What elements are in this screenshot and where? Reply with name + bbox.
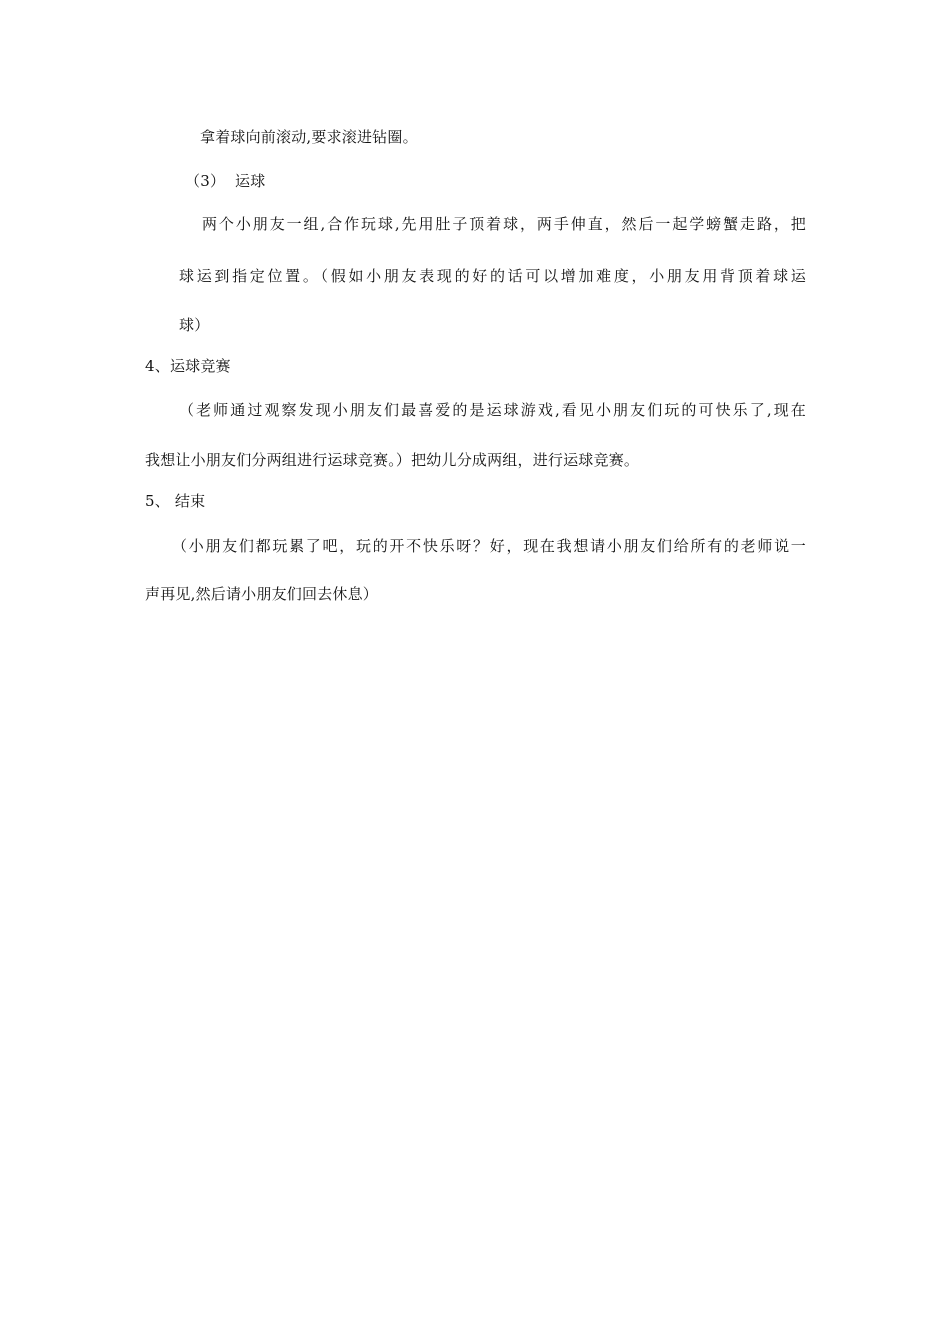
paragraph-line: 我想让小朋友们分两组进行运球竞赛。）把幼儿分成两组，进行运球竞赛。 (145, 451, 640, 469)
section-heading: 4、运球竞赛 (145, 357, 231, 375)
paragraph-line: 球） (179, 316, 210, 334)
paragraph-line: 拿着球向前滚动,要求滚进钻圈。 (200, 128, 418, 146)
paragraph-line: （老师通过观察发现小朋友们最喜爱的是运球游戏,看见小朋友们玩的可快乐了,现在 (179, 401, 806, 419)
paragraph-line: 两个小朋友一组,合作玩球,先用肚子顶着球，两手伸直，然后一起学螃蟹走路，把 (202, 215, 806, 233)
section-heading: 5、 结束 (145, 492, 206, 510)
paragraph-line: （小朋友们都玩累了吧，玩的开不快乐呀？好，现在我想请小朋友们给所有的老师说一 (172, 537, 806, 555)
paragraph-line: 球运到指定位置。（假如小朋友表现的好的话可以增加难度，小朋友用背顶着球运 (179, 267, 806, 285)
step-number: （3） (185, 172, 226, 190)
step-title: 运球 (235, 172, 266, 190)
paragraph-line: 声再见,然后请小朋友们回去休息） (145, 585, 378, 603)
